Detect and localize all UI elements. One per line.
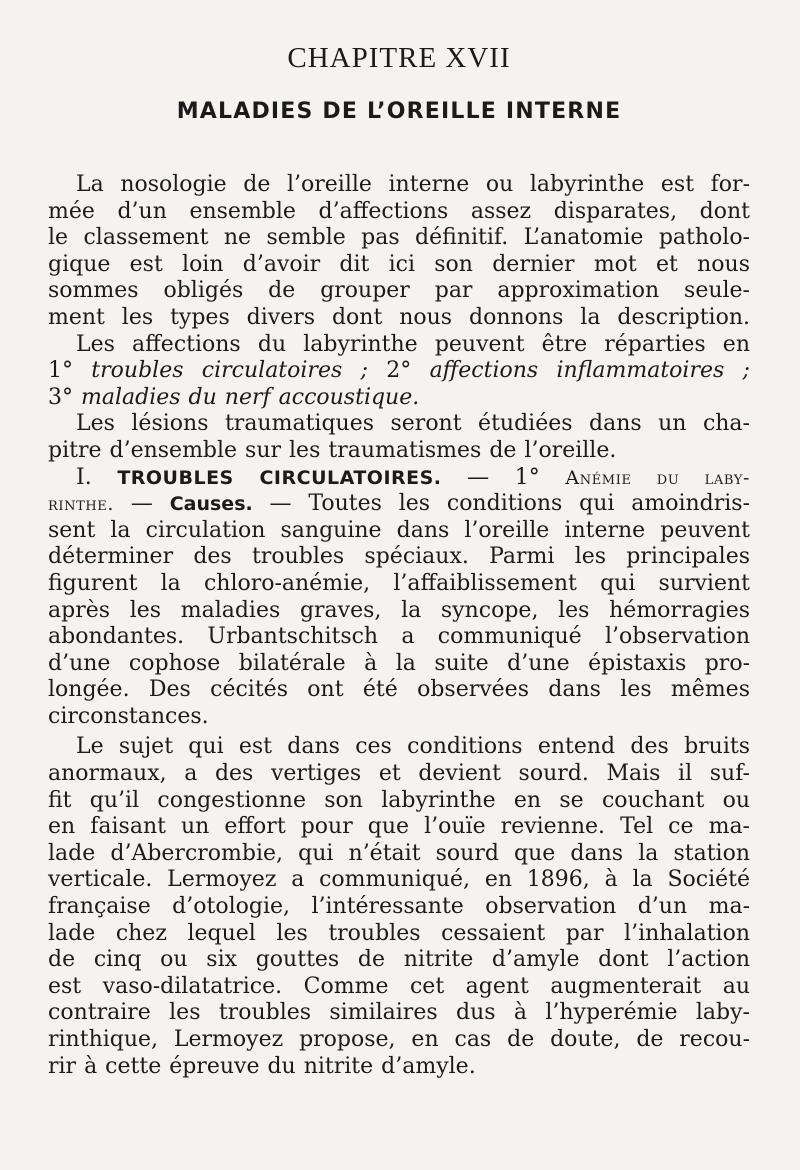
text-line: circonstances. [48,703,209,729]
paragraph-traumatic [48,411,750,464]
text-line: figurent la chloro-anémie, l’affaiblissement qui survient [48,570,750,596]
text-fragment: — Toutes les conditions qui amoindris- [269,491,751,517]
text-line: le classement ne semble pas définitif. L’anatomie patholo- [48,225,750,251]
section-heading: TROUBLES CIRCULATOIRES. [117,466,442,489]
text-line [48,358,750,385]
list-item-circulatory: troubles circulatoires ; [91,358,368,384]
list-item-acoustic-nerve: maladies du nerf accoustique. [81,384,420,410]
paragraph-classification [48,332,750,412]
list-number: 3° [48,384,73,410]
chapter-title: MALADIES DE L’OREILLE INTERNE [176,99,622,124]
causes-heading: Causes. [169,493,253,516]
text-line: abondantes. Urbantschitsch a communiqué l’observation [48,624,750,650]
text-line [48,491,750,518]
text-line: longée. Des cécités ont été observées dans les mêmes [48,677,750,703]
text-line: déterminer des troubles spéciaux. Parmi les principales [48,544,750,570]
text-line: Les lésions traumatiques seront étudiées dans un cha- [76,411,750,437]
subsection-heading: Anémie du laby- [565,466,750,489]
dash: — [130,491,153,517]
text-line [48,465,750,492]
list-item-inflammatory: affections inflammatoires ; [429,358,750,384]
text-line [48,385,750,412]
text-line: contraire les troubles similaires dus à l’hyperémie laby- [48,1000,750,1026]
list-number: 1° [48,358,73,384]
text-line: gique est loin d’avoir dit ici son dernier mot et nous [48,251,750,277]
chapter-number: CHAPITRE XVII [287,42,511,74]
text-line: de cinq ou six gouttes de nitrite d’amyle dont l’action [48,947,750,973]
text-line: anormaux, a des vertiges et devient sourd. Mais il suf- [48,761,750,787]
text-line: verticale. Lermoyez a communiqué, en 1896, à la Société [48,867,750,893]
text-line: sent la circulation sanguine dans l’oreille interne peuvent [48,517,750,543]
text-line: sommes obligés de grouper par approximation seule- [48,278,750,304]
section-roman-numeral: I. [76,464,92,490]
text-line: est vaso-dilatatrice. Comme cet agent augmenterait au [48,973,750,999]
text-line: Les affections du labyrinthe peuvent être réparties en [76,331,750,357]
subsection-heading-cont: rinthe. [48,493,115,516]
text-line: française d’otologie, l’intéressante observation d’un ma- [48,894,750,920]
text-line: La nosologie de l’oreille interne ou labyrinthe est for- [76,172,750,197]
paragraph-anemia [48,465,750,731]
subsection-number: 1° [514,464,540,490]
text-line: en faisant un effort pour que l’ouïe revienne. Tel ce ma- [48,814,750,840]
paragraph-nosology [48,172,750,332]
paragraph-symptoms [48,734,750,1080]
text-line: ment les types divers dont nous donnons la description. [48,304,750,330]
dash: — [467,464,490,490]
text-line: d’une cophose bilatérale à la suite d’une épistaxis pro- [48,650,750,676]
text-line: fit qu’il congestionne son labyrinthe en se couchant ou [48,787,750,813]
text-line: pitre d’ensemble sur les traumatismes de l’oreille. [48,437,617,463]
text-line: rir à cette épreuve du nitrite d’amyle. [48,1053,476,1079]
list-number: 2° [386,358,412,384]
text-line: Le sujet qui est dans ces conditions entend des bruits [76,734,750,760]
text-line: mée d’un ensemble d’affections assez disparates, dont [48,198,750,224]
text-line: lade chez lequel les troubles cessaient par l’inhalation [48,920,750,946]
text-line: rinthique, Lermoyez propose, en cas de doute, de recou- [48,1027,750,1052]
text-line: après les maladies graves, la syncope, les hémorragies [48,597,750,623]
text-line: lade d’Abercrombie, qui n’était sourd que dans la station [48,840,750,866]
